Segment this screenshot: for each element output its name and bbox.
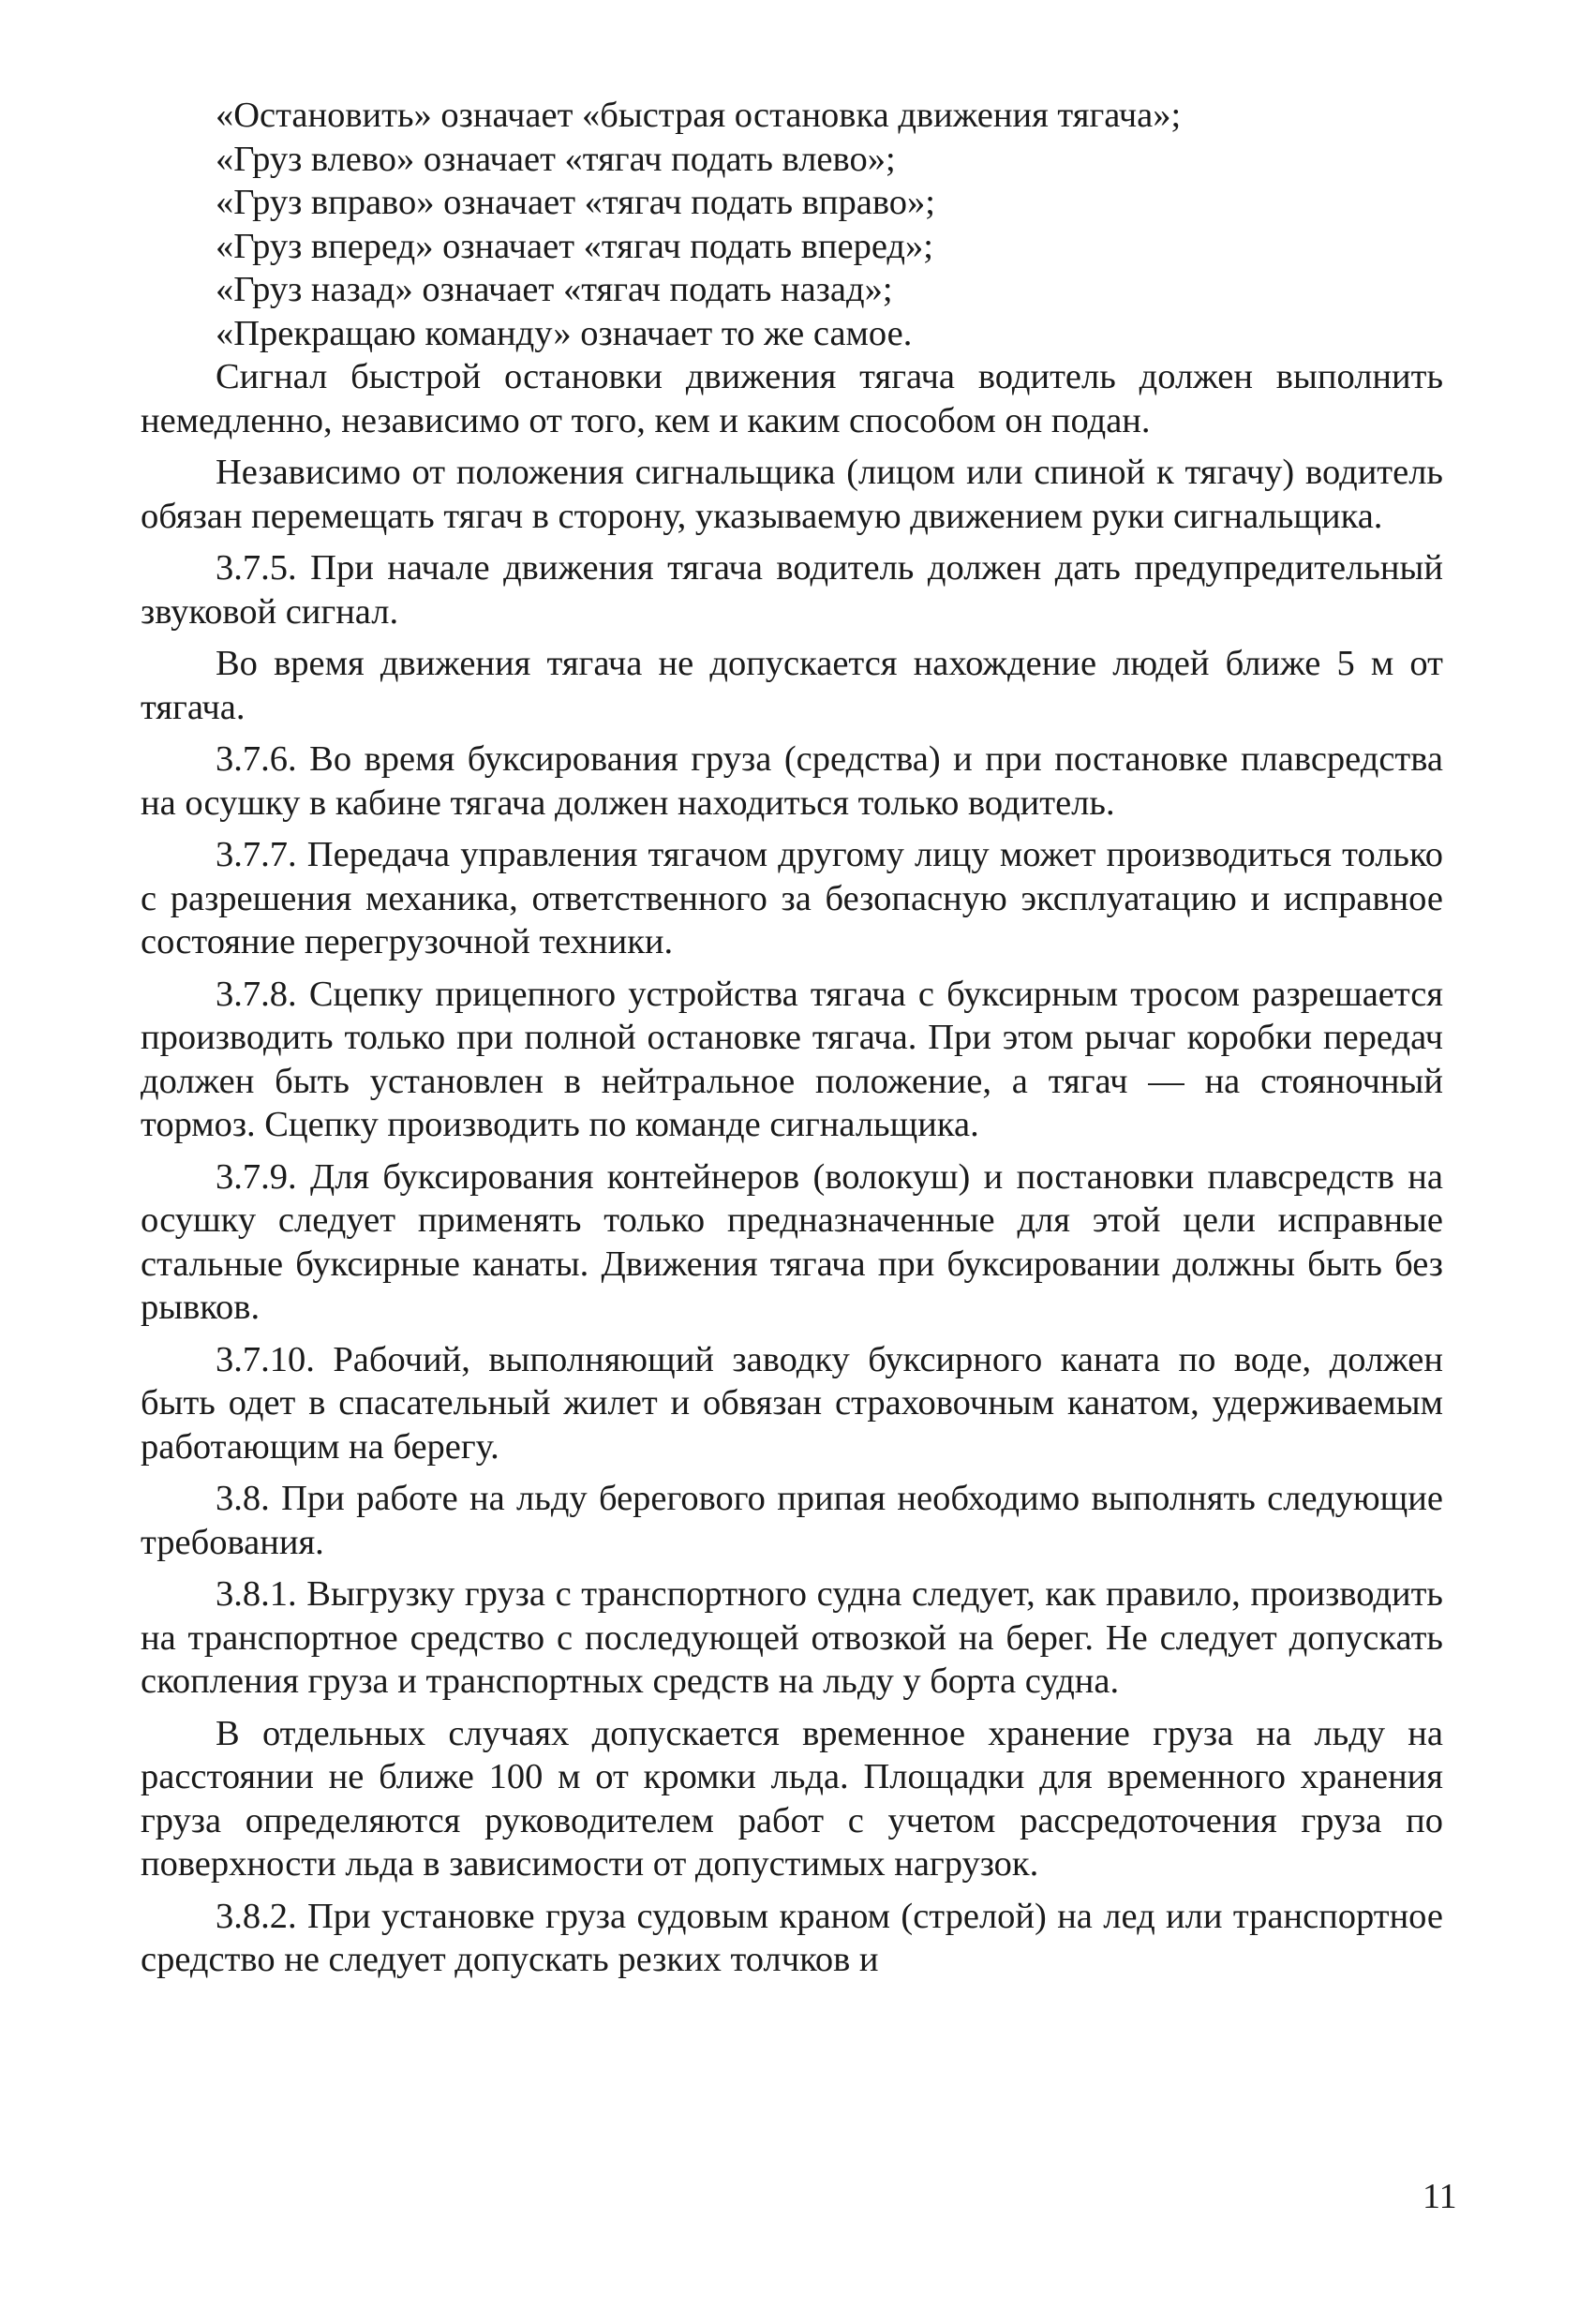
paragraph: «Груз вправо» означает «тягач подать вправо»; bbox=[216, 183, 935, 222]
paragraph: 3.7.5. При начале движения тягача водитель должен дать предупредительный звуковой сигнал. bbox=[141, 548, 1443, 632]
paragraph: 3.8. При работе на льду берегового припая необходимо выполнять следующие требования. bbox=[141, 1479, 1443, 1562]
paragraph: «Остановить» означает «быстрая остановка движения тягача»; bbox=[216, 96, 1182, 135]
paragraph: Во время движения тягача не допускается нахождение людей ближе 5 м от тягача. bbox=[141, 644, 1443, 727]
paragraph: Независимо от положения сигнальщика (лицом или спиной к тягачу) водитель обязан перемещать тягач в сторону, указываемую движением руки сигнальщика. bbox=[141, 453, 1443, 536]
paragraph: 3.7.10. Рабочий, выполняющий заводку буксирного каната по воде, должен быть одет в спасательный жилет и обвязан страховочным канатом, удерживаемым работающим на берегу. bbox=[141, 1339, 1443, 1467]
paragraph: «Прекращаю команду» означает то же самое. bbox=[216, 313, 913, 353]
paragraph: 3.7.8. Сцепку прицепного устройства тягача с буксирным тросом разрешается производить только при полной остановке тягача. При этом рычаг коробки передач должен быть установлен в нейтральное положение, а тягач — на стояночный тормоз. Сцепку производить по команде сигнальщика. bbox=[141, 974, 1443, 1144]
paragraph: Сигнал быстрой остановки движения тягача водитель должен выполнить немедленно, независимо от того, кем и каким способом он подан. bbox=[141, 357, 1443, 440]
paragraph: «Груз вперед» означает «тягач подать вперед»; bbox=[216, 226, 933, 266]
paragraph: 3.8.1. Выгрузку груза с транспортного судна следует, как правило, производить на транспортное средство с последующей отвозкой на берег. Не следует допускать скопления груза и транспортных средств на льду у борта судна. bbox=[141, 1574, 1443, 1701]
paragraph: 3.7.6. Во время буксирования груза (средства) и при постановке плавсредства на осушку в кабине тягача должен находиться только водитель. bbox=[141, 739, 1443, 823]
paragraph: «Груз назад» означает «тягач подать назад»; bbox=[216, 270, 893, 309]
paragraph: «Груз влево» означает «тягач подать влево»; bbox=[216, 139, 896, 179]
paragraph: 3.8.2. При установке груза судовым краном (стрелой) на лед или транспортное средство не следует допускать резких толчков и bbox=[141, 1896, 1443, 1979]
paragraph: В отдельных случаях допускается временное хранение груза на льду на расстоянии не ближе 100 м от кромки льда. Площадки для временного хранения груза определяются руководителем работ с учетом рассредоточения груза по поверхности льда в зависимости от допустимых нагрузок. bbox=[141, 1713, 1443, 1884]
page-body bbox=[141, 94, 1443, 2268]
page-number: 11 bbox=[1423, 2177, 1457, 2216]
paragraph: 3.7.7. Передача управления тягачом другому лицу может производиться только с разрешения механика, ответственного за безопасную эксплуатацию и исправное состояние перегрузочной техники. bbox=[141, 835, 1443, 961]
paragraph: 3.7.9. Для буксирования контейнеров (волокуш) и постановки плавсредств на осушку следует применять только предназначенные для этой цели исправные стальные буксирные канаты. Движения тягача при буксировании должны быть без рывков. bbox=[141, 1156, 1443, 1327]
